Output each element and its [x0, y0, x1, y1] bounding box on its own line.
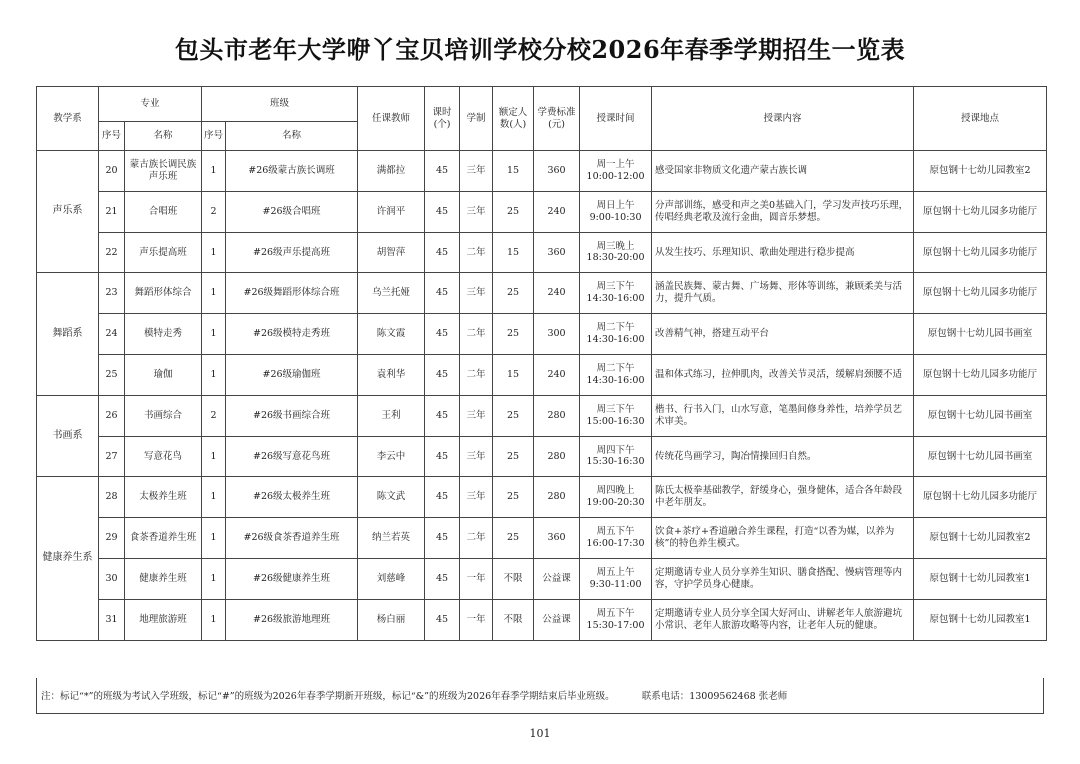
quota: 不限: [493, 599, 534, 640]
teacher: 胡智萍: [358, 232, 425, 273]
header-content: 授课内容: [652, 87, 914, 151]
class-name: #26级声乐提高班: [226, 232, 358, 273]
class-time: 周五下午 16:00-17:30: [580, 518, 652, 559]
teacher: 李云中: [358, 436, 425, 477]
duration: 一年: [460, 558, 493, 599]
department-name: 书画系: [37, 395, 99, 477]
table-row: [37, 354, 1047, 395]
fee: 280: [534, 395, 580, 436]
class-seq: 1: [202, 151, 226, 192]
course-content: 温和体式练习，拉伸肌肉，改善关节灵活，缓解肩颈腰不适: [652, 354, 914, 395]
quota: 25: [493, 273, 534, 314]
major-name: 健康养生班: [125, 558, 202, 599]
duration: 二年: [460, 232, 493, 273]
fee: 240: [534, 273, 580, 314]
class-name: #26级健康养生班: [226, 558, 358, 599]
row-seq: 24: [99, 314, 125, 355]
location: 原包钢十七幼儿园教室1: [914, 558, 1047, 599]
header-time: 授课时间: [580, 87, 652, 151]
fee: 240: [534, 354, 580, 395]
class-seq: 1: [202, 314, 226, 355]
class-name: #26级书画综合班: [226, 395, 358, 436]
location: 原包钢十七幼儿园教室2: [914, 151, 1047, 192]
major-name: 写意花鸟: [125, 436, 202, 477]
course-content: 楷书、行书入门，山水写意，笔墨间修身养性，培养学员艺术审美。: [652, 395, 914, 436]
class-time: 周二下午 14:30-16:00: [580, 354, 652, 395]
header-row-top: [37, 87, 1047, 122]
duration: 二年: [460, 354, 493, 395]
location: 原包钢十七幼儿园书画室: [914, 436, 1047, 477]
class-name: #26级写意花鸟班: [226, 436, 358, 477]
class-name: #26级太极养生班: [226, 477, 358, 518]
course-content: 改善精气神，搭建互动平台: [652, 314, 914, 355]
row-seq: 21: [99, 191, 125, 232]
table-row: [37, 273, 1047, 314]
hours: 45: [425, 354, 460, 395]
enrollment-table: [36, 86, 1047, 641]
duration: 三年: [460, 151, 493, 192]
course-content: 涵盖民族舞、蒙古舞、广场舞、形体等训练，兼顾柔美与活力，提升气质。: [652, 273, 914, 314]
fee: 280: [534, 477, 580, 518]
quota: 15: [493, 354, 534, 395]
department-name: 健康养生系: [37, 477, 99, 640]
table-row: [37, 558, 1047, 599]
row-seq: 23: [99, 273, 125, 314]
teacher: 陈文武: [358, 477, 425, 518]
class-time: 周五下午 15:30-17:00: [580, 599, 652, 640]
location: 原包钢十七幼儿园多功能厅: [914, 354, 1047, 395]
fee: 300: [534, 314, 580, 355]
header-teacher: 任课教师: [358, 87, 425, 151]
page-title: 包头市老年大学咿丫宝贝培训学校分校2026年春季学期招生一览表: [174, 35, 906, 64]
class-seq: 1: [202, 232, 226, 273]
major-name: 模特走秀: [125, 314, 202, 355]
class-name: #26级模特走秀班: [226, 314, 358, 355]
teacher: 杨白丽: [358, 599, 425, 640]
table-row: [37, 395, 1047, 436]
class-time: 周三晚上 18:30-20:00: [580, 232, 652, 273]
teacher: 纳兰若英: [358, 518, 425, 559]
duration: 二年: [460, 314, 493, 355]
table-row: [37, 191, 1047, 232]
major-name: 食茶香道养生班: [125, 518, 202, 559]
course-content: 从发生技巧、乐理知识、歌曲处理进行稳步提高: [652, 232, 914, 273]
footer-note: [36, 678, 1044, 714]
fee: 公益课: [534, 599, 580, 640]
row-seq: 31: [99, 599, 125, 640]
table-row: [37, 599, 1047, 640]
table-row: [37, 232, 1047, 273]
header-duration: 学制: [460, 87, 493, 151]
teacher: 许润平: [358, 191, 425, 232]
teacher: 王利: [358, 395, 425, 436]
class-name: #26级合唱班: [226, 191, 358, 232]
duration: 三年: [460, 395, 493, 436]
hours: 45: [425, 477, 460, 518]
fee: 公益课: [534, 558, 580, 599]
location: 原包钢十七幼儿园教室2: [914, 518, 1047, 559]
hours: 45: [425, 314, 460, 355]
class-name: #26级瑜伽班: [226, 354, 358, 395]
class-time: 周四晚上 19:00-20:30: [580, 477, 652, 518]
row-seq: 20: [99, 151, 125, 192]
teacher: 乌兰托娅: [358, 273, 425, 314]
location: 原包钢十七幼儿园多功能厅: [914, 232, 1047, 273]
class-time: 周五上午 9:30-11:00: [580, 558, 652, 599]
row-seq: 28: [99, 477, 125, 518]
class-name: #26级蒙古族长调班: [226, 151, 358, 192]
table-row: [37, 151, 1047, 192]
fee: 360: [534, 518, 580, 559]
quota: 25: [493, 436, 534, 477]
duration: 三年: [460, 477, 493, 518]
teacher: 袁利华: [358, 354, 425, 395]
class-name: #26级旅游地理班: [226, 599, 358, 640]
major-name: 瑜伽: [125, 354, 202, 395]
class-time: 周二下午 14:30-16:00: [580, 314, 652, 355]
row-seq: 26: [99, 395, 125, 436]
course-content: 陈氏太极拳基础教学，舒缓身心，强身健体，适合各年龄段中老年朋友。: [652, 477, 914, 518]
course-content: 分声部训练，感受和声之美0基础入门，学习发声技巧乐理，传唱经典老歌及流行金曲，圆音乐梦想。: [652, 191, 914, 232]
class-seq: 1: [202, 599, 226, 640]
row-seq: 27: [99, 436, 125, 477]
duration: 三年: [460, 436, 493, 477]
header-major-seq: 序号: [99, 122, 125, 151]
quota: 15: [493, 232, 534, 273]
header-major: 专业: [99, 87, 202, 122]
teacher: 刘慈峰: [358, 558, 425, 599]
hours: 45: [425, 436, 460, 477]
major-name: 地理旅游班: [125, 599, 202, 640]
class-seq: 2: [202, 191, 226, 232]
row-seq: 29: [99, 518, 125, 559]
fee: 240: [534, 191, 580, 232]
fee: 360: [534, 232, 580, 273]
class-name: #26级舞蹈形体综合班: [226, 273, 358, 314]
row-seq: 22: [99, 232, 125, 273]
fee: 280: [534, 436, 580, 477]
major-name: 蒙古族长调民族声乐班: [125, 151, 202, 192]
fee: 360: [534, 151, 580, 192]
table-row: [37, 477, 1047, 518]
teacher: 满都拉: [358, 151, 425, 192]
header-department: 教学系: [37, 87, 99, 151]
class-time: 周三下午 14:30-16:00: [580, 273, 652, 314]
duration: 三年: [460, 273, 493, 314]
footer-note-text: 注：标记“*”的班级为考试入学班级，标记“#”的班级为2026年春季学期新开班级，标记“&”的班级为2026年春季学期结束后毕业班级。: [41, 691, 615, 702]
contact-info: 联系电话：13009562468 张老师: [641, 691, 788, 702]
header-hours: 课时(个): [425, 87, 460, 151]
quota: 15: [493, 151, 534, 192]
location: 原包钢十七幼儿园多功能厅: [914, 273, 1047, 314]
row-seq: 30: [99, 558, 125, 599]
table-row: [37, 436, 1047, 477]
table-row: [37, 518, 1047, 559]
hours: 45: [425, 273, 460, 314]
major-name: 书画综合: [125, 395, 202, 436]
hours: 45: [425, 395, 460, 436]
department-name: 声乐系: [37, 151, 99, 273]
course-content: 传统花鸟画学习，陶冶情操回归自然。: [652, 436, 914, 477]
hours: 45: [425, 558, 460, 599]
class-time: 周四下午 15:30-16:30: [580, 436, 652, 477]
teacher: 陈文霞: [358, 314, 425, 355]
duration: 三年: [460, 191, 493, 232]
hours: 45: [425, 518, 460, 559]
duration: 二年: [460, 518, 493, 559]
header-class-seq: 序号: [202, 122, 226, 151]
header-major-name: 名称: [125, 122, 202, 151]
table-row: [37, 314, 1047, 355]
hours: 45: [425, 191, 460, 232]
course-content: 感受国家非物质文化遗产蒙古族长调: [652, 151, 914, 192]
location: 原包钢十七幼儿园多功能厅: [914, 477, 1047, 518]
course-content: 饮食+茶疗+香道融合养生课程，打造“以香为媒，以养为核”的特色养生模式。: [652, 518, 914, 559]
class-name: #26级食茶香道养生班: [226, 518, 358, 559]
hours: 45: [425, 232, 460, 273]
header-class: 班级: [202, 87, 358, 122]
class-time: 周日上午 9:00-10:30: [580, 191, 652, 232]
department-name: 舞蹈系: [37, 273, 99, 395]
class-seq: 2: [202, 395, 226, 436]
quota: 25: [493, 518, 534, 559]
quota: 25: [493, 191, 534, 232]
class-seq: 1: [202, 558, 226, 599]
location: 原包钢十七幼儿园教室1: [914, 599, 1047, 640]
class-seq: 1: [202, 477, 226, 518]
hours: 45: [425, 599, 460, 640]
page-number: 101: [529, 727, 551, 740]
header-fee: 学费标准(元): [534, 87, 580, 151]
class-seq: 1: [202, 518, 226, 559]
major-name: 合唱班: [125, 191, 202, 232]
major-name: 声乐提高班: [125, 232, 202, 273]
header-quota: 额定人数(人): [493, 87, 534, 151]
major-name: 舞蹈形体综合: [125, 273, 202, 314]
class-time: 周三下午 15:00-16:30: [580, 395, 652, 436]
hours: 45: [425, 151, 460, 192]
quota: 25: [493, 314, 534, 355]
quota: 不限: [493, 558, 534, 599]
quota: 25: [493, 477, 534, 518]
header-class-name: 名称: [226, 122, 358, 151]
class-seq: 1: [202, 436, 226, 477]
course-content: 定期邀请专业人员分享养生知识、膳食搭配、慢病管理等内容，守护学员身心健康。: [652, 558, 914, 599]
location: 原包钢十七幼儿园书画室: [914, 314, 1047, 355]
quota: 25: [493, 395, 534, 436]
location: 原包钢十七幼儿园书画室: [914, 395, 1047, 436]
header-location: 授课地点: [914, 87, 1047, 151]
course-content: 定期邀请专业人员分享全国大好河山、讲解老年人旅游避坑小常识、老年人旅游攻略等内容，让老年人玩的健康。: [652, 599, 914, 640]
location: 原包钢十七幼儿园多功能厅: [914, 191, 1047, 232]
major-name: 太极养生班: [125, 477, 202, 518]
duration: 一年: [460, 599, 493, 640]
class-seq: 1: [202, 273, 226, 314]
row-seq: 25: [99, 354, 125, 395]
class-seq: 1: [202, 354, 226, 395]
class-time: 周一上午 10:00-12:00: [580, 151, 652, 192]
